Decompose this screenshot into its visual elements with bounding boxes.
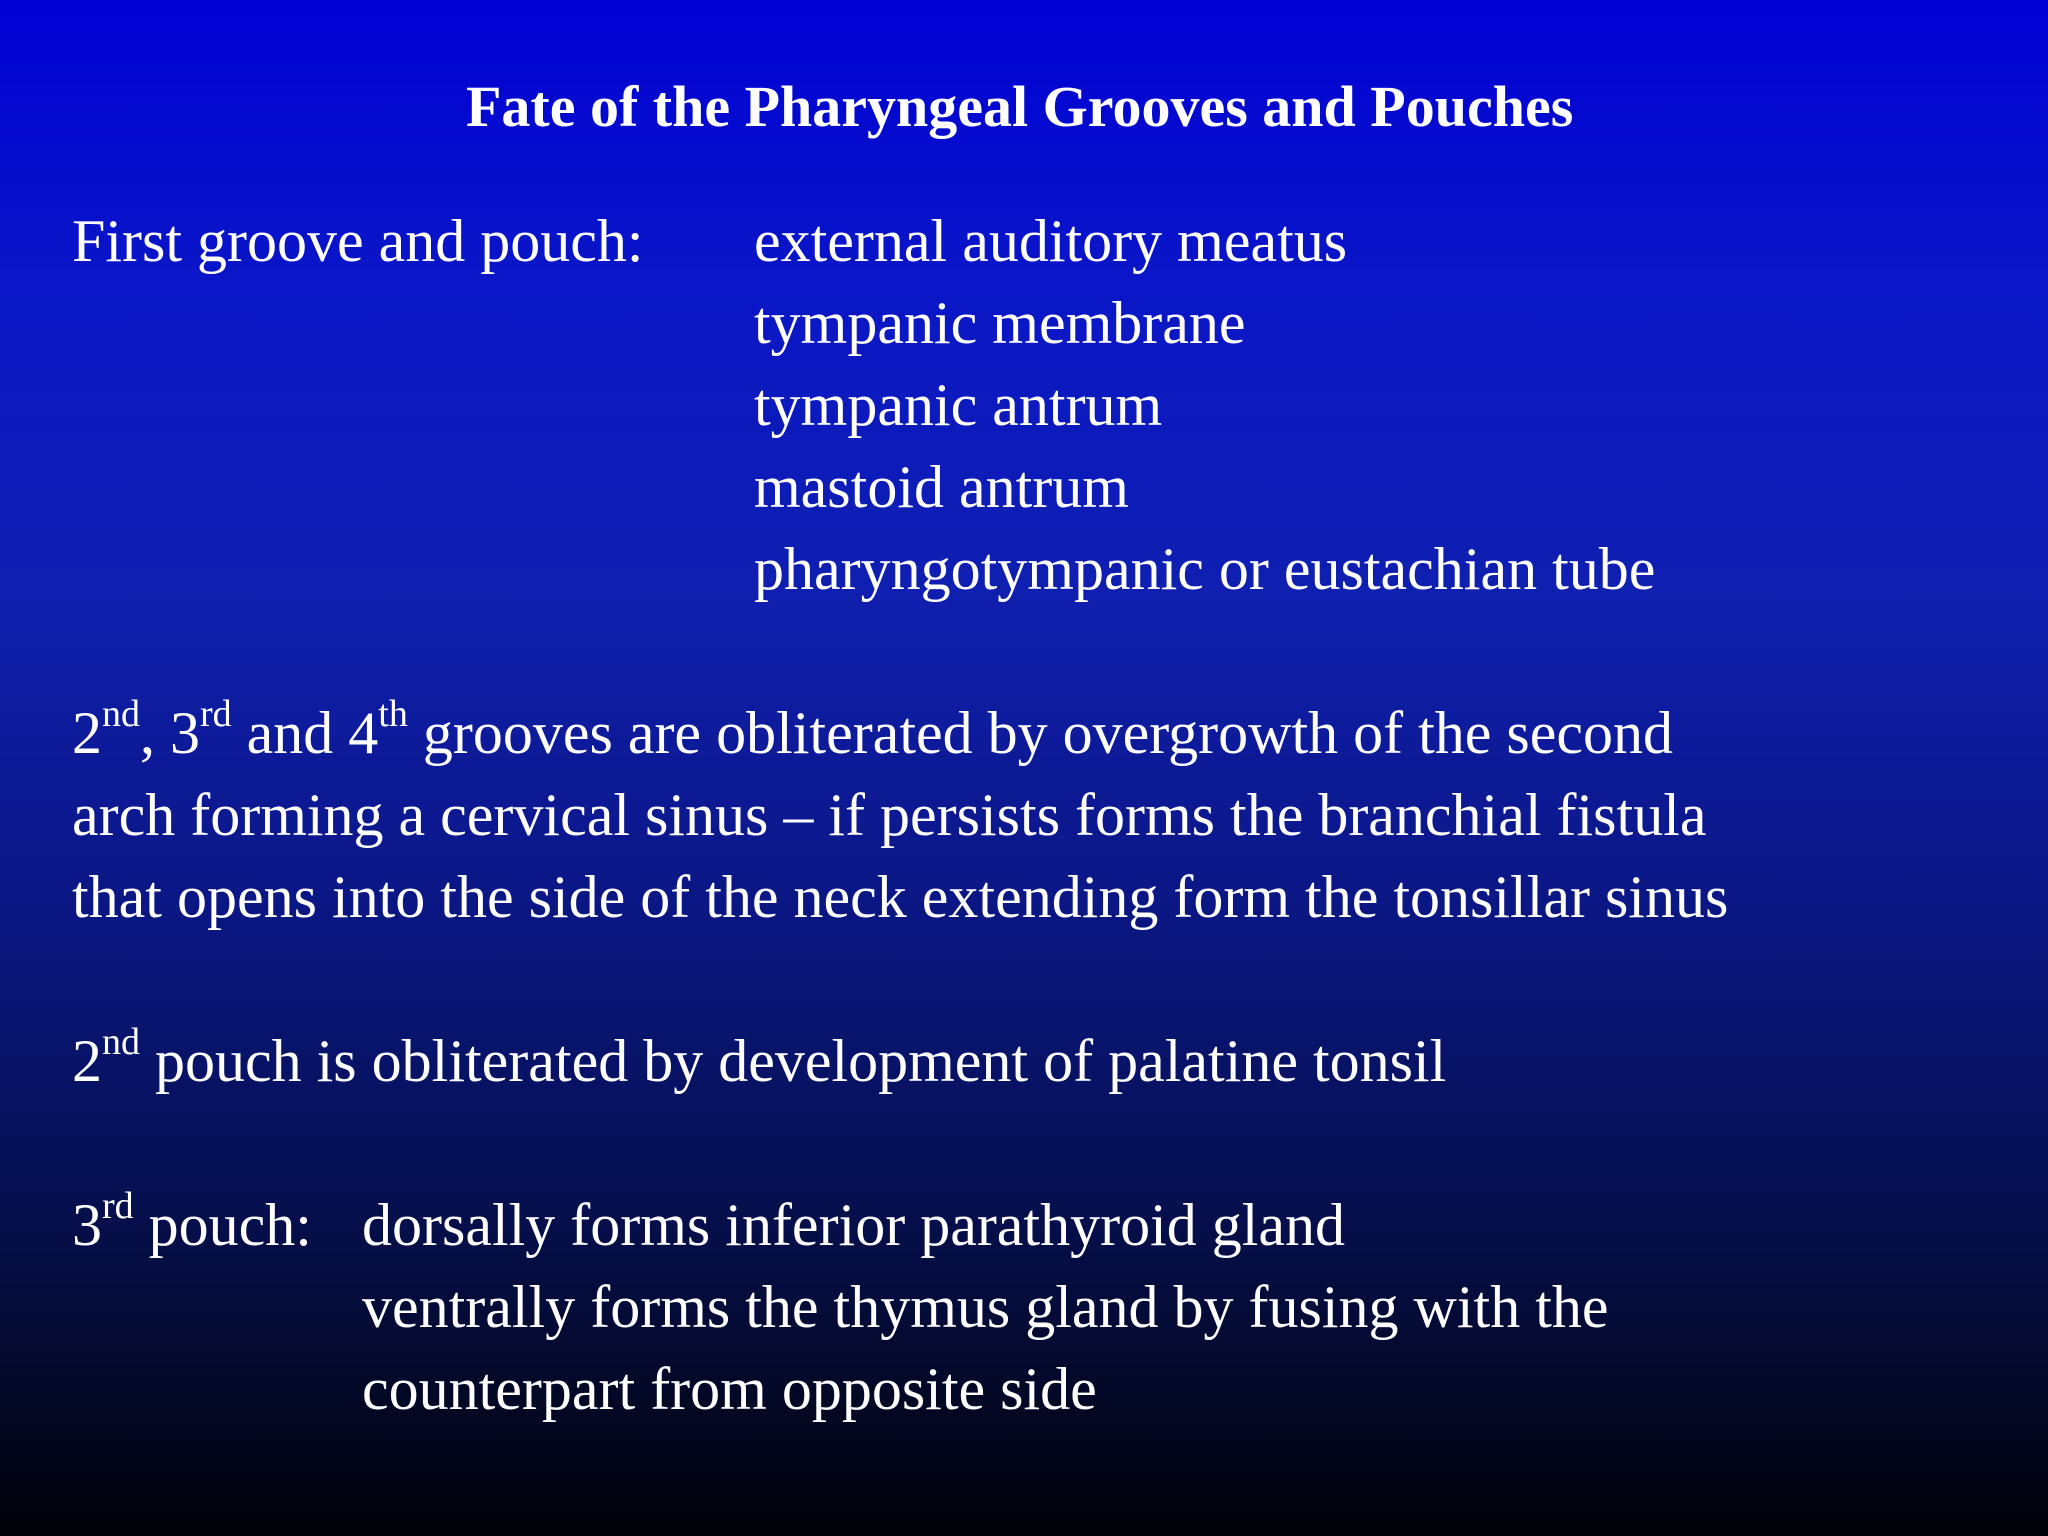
ordinal-2-pouch: 2 [72,1028,102,1094]
slide-title: Fate of the Pharyngeal Grooves and Pouches [466,74,1574,139]
grooves-text: grooves are obliterated by overgrowth of the second [407,700,1674,766]
first-item-3: tympanic antrum [754,372,1163,438]
separator-and: and [231,700,349,766]
separator-comma: , [140,700,170,766]
first-item-1: external auditory meatus [754,208,1348,274]
third-pouch-label [72,1184,312,1266]
ordinal-2: 2 [72,700,102,766]
ordinal-3: 3 [170,700,200,766]
grooves-line-1 [72,692,1673,774]
first-groove-label: First groove and pouch: [72,208,644,274]
second-pouch-line [72,1020,1446,1102]
ordinal-suffix-nd: nd [102,693,140,735]
third-pouch-line-2: ventrally forms the thymus gland by fusing with the [362,1274,1609,1340]
ordinal-suffix-th: th [378,693,408,735]
third-pouch-label-text: pouch: [133,1192,312,1258]
grooves-line-3: that opens into the side of the neck extending form the tonsillar sinus [72,864,1729,930]
ordinal-suffix-rd: rd [200,693,232,735]
ordinal-4: 4 [348,700,379,766]
first-item-5: pharyngotympanic or eustachian tube [754,536,1656,602]
ordinal-suffix-rd-pouch: rd [102,1185,134,1227]
second-pouch-text: pouch is obliterated by development of palatine tonsil [140,1028,1447,1094]
first-item-2: tympanic membrane [754,290,1246,356]
ordinal-3-pouch: 3 [72,1192,102,1258]
grooves-line-2: arch forming a cervical sinus – if persists forms the branchial fistula [72,782,1707,848]
third-pouch-line-3: counterpart from opposite side [362,1356,1097,1422]
third-pouch-line-1: dorsally forms inferior parathyroid gland [362,1192,1346,1258]
first-item-4: mastoid antrum [754,454,1129,520]
ordinal-suffix-nd-pouch: nd [102,1021,140,1063]
